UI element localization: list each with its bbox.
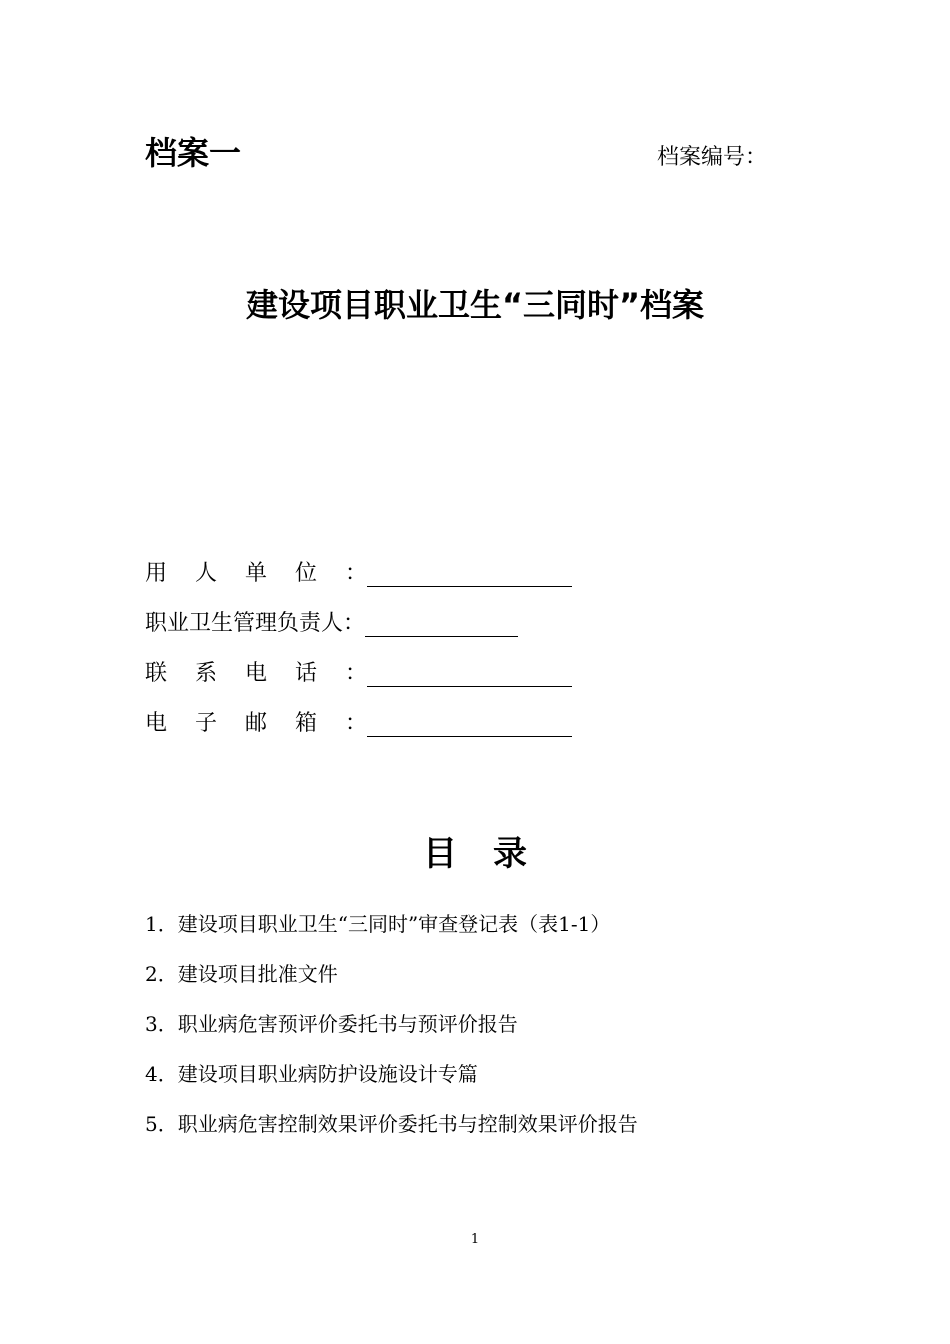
toc-item: 1．建设项目职业卫生“三同时”审查登记表（表1-1） — [145, 912, 611, 936]
phone-blank[interactable] — [367, 658, 572, 687]
field-label: 电 子 邮 箱 — [145, 711, 318, 736]
archive-label: 档案一 — [145, 134, 242, 172]
toc-item: 2．建设项目批准文件 — [145, 962, 338, 986]
toc-title: 目录 — [423, 834, 563, 874]
field-employer: 用 人 单 位 ： — [145, 556, 572, 588]
document-title: 建设项目职业卫生“三同时”档案 — [245, 286, 705, 324]
field-label: 职业卫生管理负责人： — [145, 611, 366, 636]
field-label: 用 人 单 位 — [145, 561, 318, 586]
manager-blank[interactable] — [365, 608, 518, 637]
page-number: 1 — [470, 1232, 480, 1247]
employer-blank[interactable] — [367, 558, 572, 587]
toc-item: 4．建设项目职业病防护设施设计专篇 — [145, 1062, 478, 1086]
toc-item: 3．职业病危害预评价委托书与预评价报告 — [145, 1012, 518, 1036]
field-label: 联 系 电 话 — [145, 661, 318, 686]
archive-number-label: 档案编号： — [657, 145, 768, 170]
toc-item: 5．职业病危害控制效果评价委托书与控制效果评价报告 — [145, 1112, 638, 1136]
field-phone: 联 系 电 话 ： — [145, 656, 572, 688]
field-email: 电 子 邮 箱 ： — [145, 706, 572, 738]
email-blank[interactable] — [367, 708, 572, 737]
field-manager — [145, 606, 518, 638]
